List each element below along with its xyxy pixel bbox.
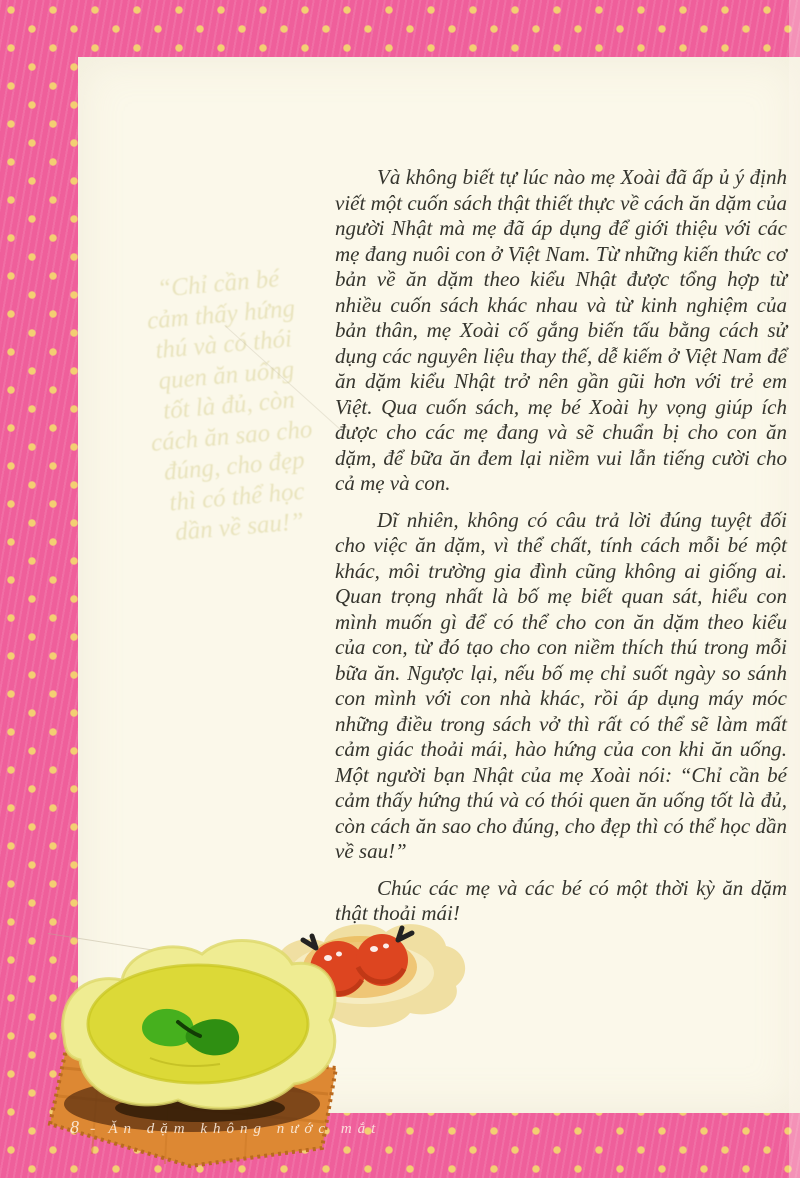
paragraph-3: Chúc các mẹ và các bé có một thời kỳ ăn dặm thật thoải mái!	[335, 875, 787, 925]
body-text	[335, 165, 787, 938]
ghost-line: quen ăn uống	[157, 355, 296, 395]
ghost-line: dần về sau!”	[174, 507, 306, 547]
ghost-line: “Chỉ cần bé	[156, 265, 281, 303]
ghost-line: cảm thấy hứng	[145, 294, 297, 335]
page-footer	[70, 1117, 381, 1138]
paragraph-2: Dĩ nhiên, không có câu trả lời đúng tuyệt đối cho việc ăn dặm, vì thể chất, tính cách mỗi bé một khác, môi trường gia đình cũng không ai giống ai. Quan trọng nhất là bố mẹ biết quan sát, hiểu con mình muốn gì để có thể cho con ăn dặm theo kiểu của con, từ đó tạo cho con niềm thích thú trong mỗi bữa ăn. Ngược lại, nếu bố mẹ chỉ suốt ngày so sánh con mình với con nhà khác, rồi áp dụng máy móc những điều trong sách vở thì rất có thể sẽ làm mất cảm giác thoải mái, hào hứng của con khi ăn uống. Một người bạn Nhật của mẹ Xoài nói: “Chỉ cần bé cảm thấy hứng thú và có thói quen ăn uống tốt là đủ, còn cách ăn sao cho đúng, cho đẹp thì có thể học dần về sau!”	[335, 507, 787, 863]
show-through-quote	[85, 258, 374, 555]
ghost-line: thì có thể học	[168, 477, 306, 517]
book-title: Ăn dặm không nước mắt	[108, 1121, 382, 1137]
paragraph-1: Và không biết tự lúc nào mẹ Xoài đã ấp ủ ý định viết một cuốn sách thật thiết thực về cách ăn dặm của người Nhật mà mẹ đã áp dụng để giới thiệu với các mẹ đang nuôi con ở Việt Nam. Từ những kiến thức cơ bản về ăn dặm theo kiểu Nhật được tổng hợp từ nhiều cuốn sách khác nhau và từ kinh nghiệm của bản thân, mẹ Xoài cố gắng biến tấu bằng cách sử dụng các nguyên liệu thay thế, dễ kiếm ở Việt Nam để ăn dặm kiểu Nhật trở nên gần gũi hơn với trẻ em Việt. Qua cuốn sách, mẹ bé Xoài hy vọng giúp ích được cho các mẹ đang và sẽ chuẩn bị cho con ăn dặm, để bữa ăn đem lại niềm vui lẫn tiếng cười cho cả mẹ và con.	[335, 165, 787, 495]
footer-separator: -	[90, 1120, 101, 1137]
page-number: 8	[70, 1117, 84, 1137]
ghost-line: tốt là đủ, còn	[162, 386, 296, 425]
soup-bowl-icon	[63, 941, 335, 1109]
ghost-line: cách ăn sao cho	[149, 415, 314, 457]
ghost-line: đúng, cho đẹp	[162, 446, 306, 486]
ghost-line: thú và có thói	[154, 325, 293, 365]
